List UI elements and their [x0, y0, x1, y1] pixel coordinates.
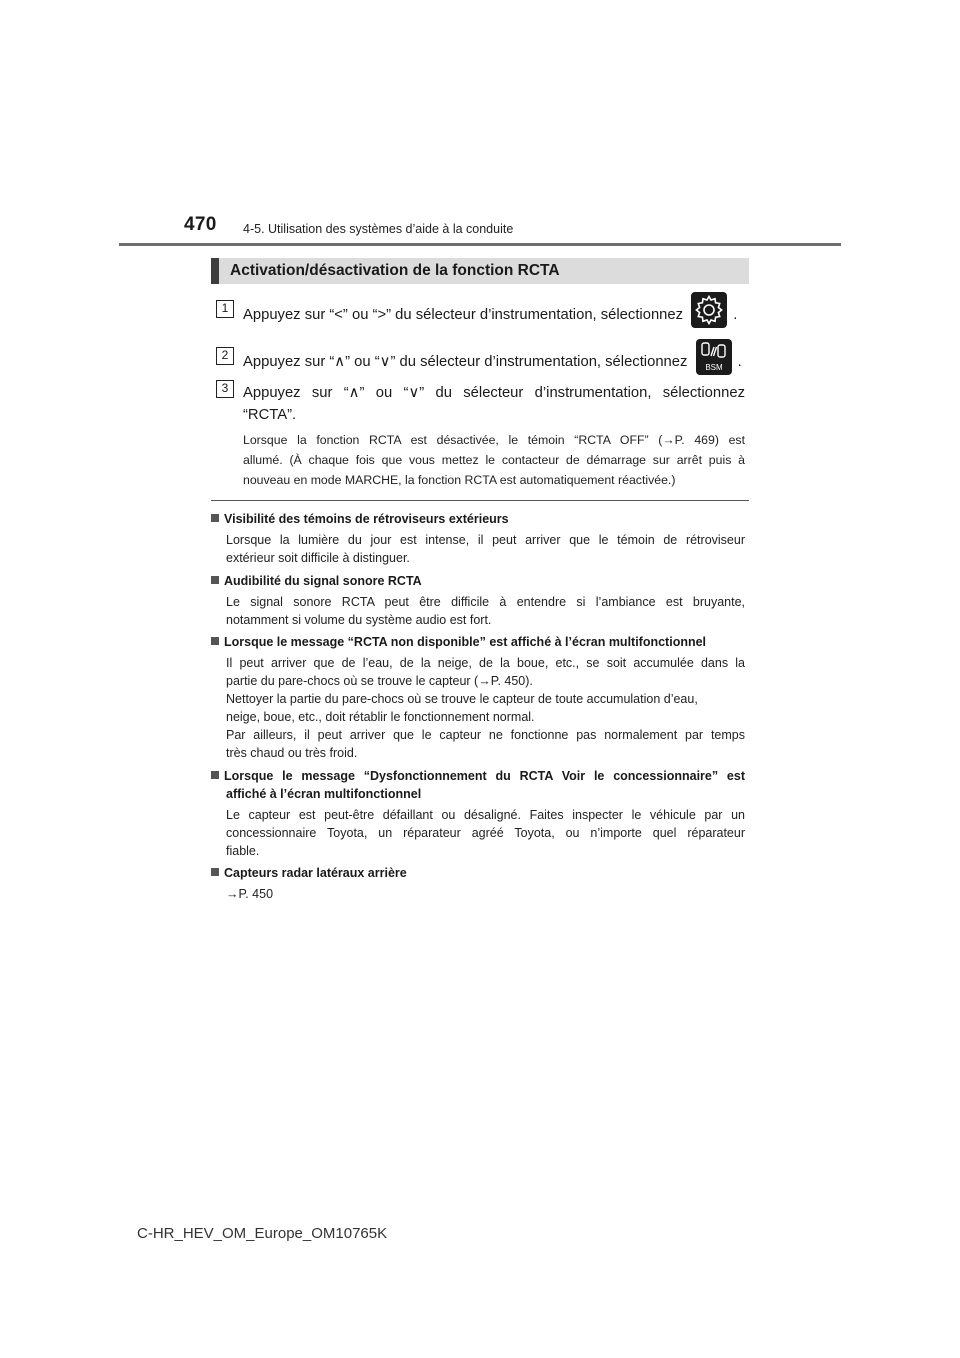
header-rule	[119, 243, 841, 246]
item-3-line-5: Par ailleurs, il peut arriver que le capteur ne fonctionne pas normalement par temps	[226, 728, 745, 742]
item-2-line-1: Le signal sonore RCTA peut être difficile à entendre si l’ambiance est bruyante,	[226, 595, 745, 609]
item-3-line-6: très chaud ou très froid.	[226, 746, 358, 760]
chapter-title: 4-5. Utilisation des systèmes d’aide à la conduite	[243, 222, 514, 236]
page-number: 470	[184, 214, 217, 235]
bsm-icon	[696, 339, 732, 375]
step-1-instruction: Appuyez sur “<” ou “>” du sélecteur d’instrumentation, sélectionnez	[243, 306, 684, 323]
item-4-title-line-1: Lorsque le message “Dysfonctionnement du RCTA Voir le concessionnaire” est	[211, 767, 745, 785]
item-3-title: Lorsque le message “RCTA non disponible” est affiché à l’écran multifonctionnel	[211, 633, 706, 651]
gear-icon	[691, 292, 727, 328]
step-1-end: .	[733, 306, 738, 323]
bullet-square	[211, 637, 219, 645]
bullet-square	[211, 576, 219, 584]
section-header	[211, 258, 749, 284]
item-2-line-2: notamment si volume du système audio est fort.	[226, 613, 492, 627]
item-4-line-1: Le capteur est peut-être défaillant ou désaligné. Faites inspecter le véhicule par un	[226, 808, 745, 822]
item-1-title: Visibilité des témoins de rétroviseurs extérieurs	[211, 510, 509, 528]
bullet-square	[211, 771, 219, 779]
step-number-3: 3	[216, 380, 234, 398]
item-3-line-1: Il peut arriver que de l’eau, de la neige, de la boue, etc., se soit accumulée dans la	[226, 656, 745, 670]
item-4-title-line-2: affiché à l’écran multifonctionnel	[226, 787, 422, 801]
note-line-2: allumé. (À chaque fois que vous mettez le contacteur de démarrage sur arrêt puis à	[243, 453, 745, 467]
step-3-line1: Appuyez sur “∧” ou “∨” du sélecteur d’instrumentation, sélectionnez	[243, 385, 745, 401]
step-number-1: 1	[216, 300, 234, 318]
section-title: Activation/désactivation de la fonction RCTA	[230, 262, 560, 279]
item-5-title: Capteurs radar latéraux arrière	[211, 864, 407, 882]
item-1-line-1: Lorsque la lumière du jour est intense, il peut arriver que le témoin de rétroviseur	[226, 533, 745, 547]
item-3-line-3: Nettoyer la partie du pare-chocs où se trouve le capteur de toute accumulation d’eau,	[226, 692, 698, 706]
note-line-1: Lorsque la fonction RCTA est désactivée, le témoin “RCTA OFF” (→P. 469) est	[243, 433, 745, 447]
step-number-2: 2	[216, 347, 234, 365]
item-3-line-4: neige, boue, etc., doit rétablir le fonctionnement normal.	[226, 710, 535, 724]
item-3-line-2: partie du pare-chocs où se trouve le capteur (→P. 450).	[226, 674, 533, 688]
bullet-square	[211, 868, 219, 876]
step-2-end: .	[737, 353, 742, 370]
step-3-line2: “RCTA”.	[243, 407, 297, 423]
item-1-line-2: extérieur soit difficile à distinguer.	[226, 551, 410, 565]
bullet-square	[211, 514, 219, 522]
item-2-title: Audibilité du signal sonore RCTA	[211, 572, 422, 590]
document-code: C-HR_HEV_OM_Europe_OM10765K	[137, 1225, 388, 1242]
item-5-line-1: →P. 450	[226, 887, 274, 901]
step-2-instruction: Appuyez sur “∧” ou “∨” du sélecteur d’instrumentation, sélectionnez	[243, 353, 688, 370]
step-2-text	[243, 349, 742, 375]
step-1-text	[243, 302, 737, 328]
bsm-icon-label: BSM	[704, 363, 723, 372]
note-line-3: nouveau en mode MARCHE, la fonction RCTA est automatiquement réactivée.)	[243, 473, 676, 487]
item-4-line-2: concessionnaire Toyota, un réparateur agréé Toyota, ou n’importe quel réparateur	[226, 826, 745, 840]
section-divider	[211, 500, 749, 501]
item-4-line-3: fiable.	[226, 844, 260, 858]
